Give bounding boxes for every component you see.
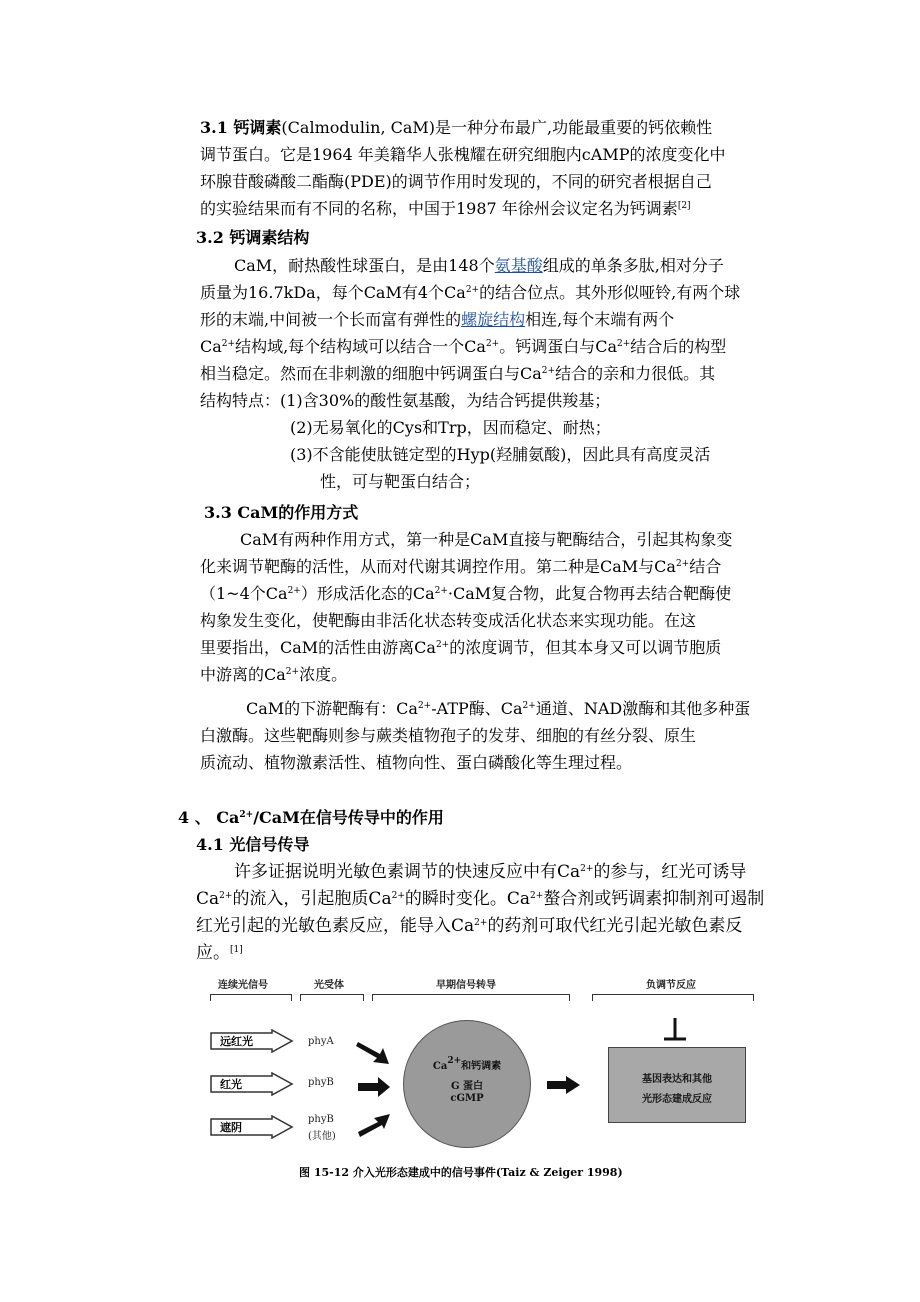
text: Ca (196, 889, 220, 909)
receptor-phyb: phyB (308, 1077, 334, 1088)
section-3-2-line-4 (200, 337, 726, 357)
section-3-1-heading: 3.1 钙调素 (200, 118, 282, 137)
circle-line-3: cGMP (450, 1093, 484, 1104)
text: ）形成活化态的Ca (300, 584, 435, 603)
text: 的结合位点。其外形似哑铃,有两个球 (479, 283, 741, 302)
section-3-1-line-2: 调节蛋白。它是1964 年美籍华人张槐耀在研究细胞内cAMP的浓度变化中 (200, 145, 726, 164)
text: 和钙调素 (461, 1061, 502, 1072)
section-3-2-line-9: 性，可与靶蛋白结合； (320, 472, 481, 491)
text: （1~4个Ca (200, 584, 288, 603)
section-3-3-line-7 (246, 699, 750, 719)
superscript: 2+ (287, 586, 301, 596)
superscript: 2+ (434, 586, 448, 596)
signal-label: 红光 (220, 1078, 242, 1091)
text: 应。 (196, 943, 230, 963)
signal-label: 遮阴 (220, 1121, 242, 1134)
text: 里要指出，CaM的活性由游离Ca (200, 638, 436, 657)
box-line-2: 光形态建成反应 (642, 1094, 712, 1105)
text: -ATP酶、Ca (431, 699, 523, 718)
circle-line-2: G 蛋白 (450, 1081, 484, 1092)
text: ·CaM复合物，此复合物再去结合靶酶使 (447, 584, 732, 603)
text: Ca (432, 1061, 448, 1072)
header-early-transduction: 早期信号转导 (436, 980, 496, 991)
text: 相连,每个末端有两个 (525, 310, 675, 329)
superscript: 2+ (221, 339, 236, 349)
section-4-1-line-2 (196, 889, 764, 909)
superscript: 2+ (541, 366, 556, 376)
text: 结构域,每个结构域可以结合一个Ca (235, 337, 486, 356)
section-3-3-line-2 (200, 557, 721, 577)
arrow-icon (358, 1077, 390, 1097)
bracket (372, 994, 570, 1001)
section-3-3-heading: 3.3 CaM的作用方式 (204, 503, 359, 522)
receptor-other-label: (其他) (308, 1131, 336, 1142)
section-3-3-line-4: 构象发生变化，使靶酶由非活化状态转变成活化状态来实现功能。在这 (200, 611, 697, 630)
circle-line-1 (404, 1057, 530, 1072)
superscript: 2+ (417, 701, 432, 711)
text: CaM的下游靶酶有：Ca (246, 699, 418, 718)
superscript: 2+ (219, 891, 233, 901)
text: 形的末端,中间被一个长而富有弹性的 (200, 310, 462, 329)
superscript: 2+ (530, 891, 544, 901)
text: 的浓度调节，但其本身又可以调节胞质 (449, 638, 722, 657)
text: 通道、NAD激酶和其他多种蛋 (535, 699, 751, 718)
section-3-2-line-7: (2)无易氧化的Cys和Trp，因而稳定、耐热； (290, 418, 611, 437)
superscript: 2+ (675, 559, 690, 569)
pathway-arrows (356, 1032, 406, 1142)
section-3-3-line-9: 质流动、植物激素活性、植物向性、蛋白磷酸化等生理过程。 (200, 753, 633, 772)
superscript: 2+ (580, 864, 594, 874)
text: 的药剂可取代红光引起光敏色素反 (487, 916, 743, 936)
text: 结合 (689, 557, 722, 576)
early-signal-circle (403, 1020, 531, 1148)
section-4-1-line-4 (196, 943, 243, 963)
bracket (300, 994, 364, 1001)
text: 的实验结果而有不同的名称，中国于1987 年徐州会议定名为钙调素 (200, 199, 678, 218)
section-4-1-line-3 (196, 916, 742, 936)
receptor-phya: phyA (308, 1036, 334, 1047)
header-light-signal: 连续光信号 (218, 980, 268, 991)
helix-structure-link[interactable]: 螺旋结构 (461, 310, 526, 329)
citation: [2] (677, 201, 691, 211)
amino-acid-link[interactable]: 氨基酸 (494, 256, 543, 275)
arrow-icon (547, 1076, 580, 1094)
figure-caption: 图 15-12 介入光形态建成中的信号事件(Taiz & Zeiger 1998) (299, 1166, 623, 1179)
result-arrow (546, 1075, 582, 1095)
text: 结合的亲和力很低。其 (555, 364, 716, 383)
text: 的参与，红光可诱导 (593, 862, 747, 882)
text: 许多证据说明光敏色素调节的快速反应中有Ca (234, 862, 581, 882)
header-negative-regulation: 负调节反应 (646, 980, 696, 991)
red-light-arrow (210, 1072, 294, 1094)
text: 的流入，引起胞质Ca (232, 889, 392, 909)
section-3-1-line-4 (200, 199, 691, 219)
superscript: 2+ (239, 810, 254, 820)
arrow-icon (358, 1114, 390, 1137)
text: 浓度。 (299, 665, 348, 684)
section-3-2-line-2 (200, 283, 740, 303)
signal-label: 远红光 (220, 1035, 253, 1048)
signal-pathway-figure (196, 972, 756, 1190)
text: 中游离的Ca (200, 665, 286, 684)
section-3-2-heading: 3.2 钙调素结构 (196, 228, 310, 247)
text: 结合后的构型 (630, 337, 727, 356)
far-red-light-arrow (210, 1029, 294, 1051)
inhibition-symbol (662, 1016, 688, 1044)
superscript: 2+ (465, 285, 480, 295)
section-3-2-line-8: (3)不含能使肽链定型的Hyp(羟脯氨酸)，因此具有高度灵活 (290, 445, 711, 464)
section-3-3-line-1: CaM有两种作用方式，第一种是CaM直接与靶酶结合，引起其构象变 (240, 530, 733, 549)
section-3-2-line-5 (200, 364, 715, 384)
text: 4 、 Ca (178, 808, 240, 827)
text: 质量为16.7kDa，每个CaM有4个Ca (200, 283, 466, 302)
bracket (592, 994, 754, 1001)
text: 螯合剂或钙调素抑制剂可遏制 (543, 889, 765, 909)
text: 相当稳定。然而在非刺激的细胞中钙调蛋白与Ca (200, 364, 542, 383)
text: CaM，耐热酸性球蛋白，是由148个 (234, 256, 495, 275)
header-photoreceptor: 光受体 (314, 980, 344, 991)
text: /CaM在信号传导中的作用 (253, 808, 444, 827)
section-3-1-line-1 (200, 118, 712, 138)
superscript: 2+ (391, 891, 405, 901)
superscript: 2+ (447, 1056, 462, 1066)
section-3-3-line-3 (200, 584, 731, 604)
superscript: 2+ (522, 701, 536, 711)
section-4-heading (178, 808, 444, 828)
superscript: 2+ (435, 640, 450, 650)
text: 的瞬时变化。Ca (404, 889, 531, 909)
section-3-2-line-3 (200, 310, 674, 330)
section-3-3-line-6 (200, 665, 347, 685)
section-3-3-line-8: 白激酶。这些靶酶则参与蕨类植物孢子的发芽、细胞的有丝分裂、原生 (200, 726, 697, 745)
section-3-2-line-6: 结构特点：(1)含30%的酸性氨基酸，为结合钙提供羧基； (200, 391, 611, 410)
text: 化来调节靶酶的活性，从而对代谢其调控作用。第二种是CaM与Ca (200, 557, 676, 576)
section-3-1-line-3: 环腺苷酸磷酸二酯酶(PDE)的调节作用时发现的，不同的研究者根据自己 (200, 172, 712, 191)
section-4-1-line-1 (234, 862, 746, 882)
arrow-icon (356, 1042, 389, 1064)
section-3-2-line-1 (234, 256, 724, 276)
response-box (608, 1047, 746, 1123)
superscript: 2+ (474, 918, 488, 928)
superscript: 2+ (285, 667, 300, 677)
bracket (210, 994, 292, 1001)
citation: [1] (230, 945, 243, 955)
section-3-3-line-5 (200, 638, 721, 658)
shade-arrow (210, 1115, 294, 1137)
text: 。钙调蛋白与Ca (499, 337, 618, 356)
text: (Calmodulin, CaM)是一种分布最广,功能最重要的钙依赖性 (281, 118, 713, 137)
text: 红光引起的光敏色素反应，能导入Ca (196, 916, 475, 936)
text: Ca (200, 337, 222, 356)
receptor-phyb-other: phyB (308, 1114, 334, 1125)
section-4-1-heading: 4.1 光信号传导 (196, 835, 310, 854)
box-line-1: 基因表达和其他 (642, 1074, 712, 1085)
superscript: 2+ (617, 339, 631, 349)
superscript: 2+ (485, 339, 500, 349)
text: 组成的单条多肽,相对分子 (542, 256, 724, 275)
